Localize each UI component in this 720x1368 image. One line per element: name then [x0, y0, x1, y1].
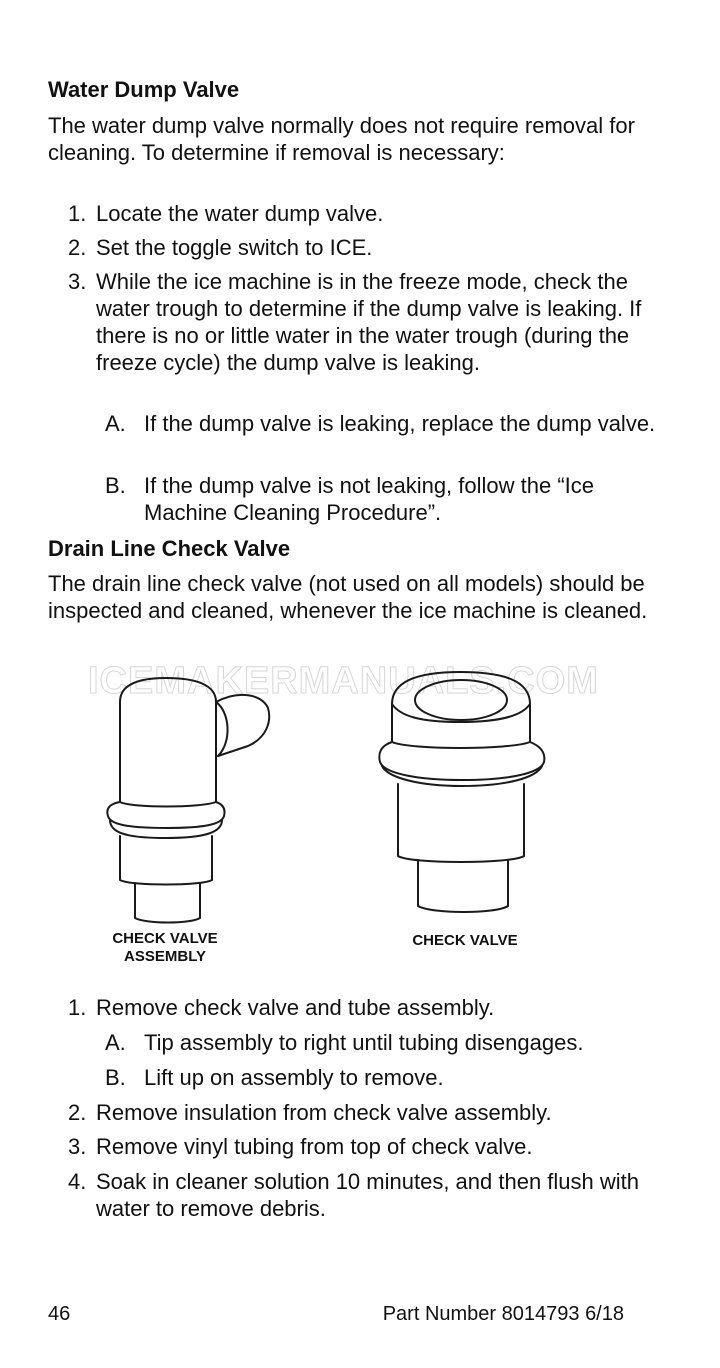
- list-item-text: If the dump valve is leaking, replace the dump valve.: [144, 411, 656, 436]
- list-marker: 3.: [68, 269, 87, 294]
- drain-line-check-valve-intro: The drain line check valve (not used on all models) should be inspected and cleaned, whenever the ice machine is cleaned.: [48, 571, 648, 623]
- list-marker: 1.: [68, 201, 87, 226]
- list-item-text: While the ice machine is in the freeze mode, check the water trough to determine if the dump valve is leaking. If there is no or little water in the water trough (during the freeze cycle) the dump valve is leaking.: [96, 269, 642, 375]
- list-item-text: Locate the water dump valve.: [96, 201, 384, 226]
- list-marker: 2.: [68, 1100, 87, 1125]
- watermark-text: ICEMAKERMANUALS.COM: [88, 660, 599, 702]
- list-item-text: Tip assembly to right until tubing disengages.: [144, 1030, 584, 1055]
- caption-check-valve: CHECK VALVE: [412, 932, 518, 949]
- page-number: 46: [48, 1303, 71, 1325]
- water-dump-valve-intro: The water dump valve normally does not require removal for cleaning. To determine if removal is necessary:: [48, 113, 635, 165]
- list-marker: B.: [105, 1065, 126, 1090]
- list-item-text: Remove check valve and tube assembly.: [96, 995, 495, 1020]
- caption-check-valve-assembly: CHECK VALVE ASSEMBLY: [112, 930, 218, 965]
- list-item-text: Lift up on assembly to remove.: [144, 1065, 444, 1090]
- list-item-text: Soak in cleaner solution 10 minutes, and then flush with water to remove debris.: [96, 1169, 639, 1221]
- heading-drain-line-check-valve: Drain Line Check Valve: [48, 536, 291, 561]
- list-marker: A.: [105, 411, 126, 436]
- list-marker: 3.: [68, 1134, 87, 1159]
- list-marker: B.: [105, 473, 126, 498]
- part-number: Part Number 8014793 6/18: [382, 1303, 624, 1325]
- list-marker: 1.: [68, 995, 87, 1020]
- list-marker: 2.: [68, 235, 87, 260]
- list-marker: 4.: [68, 1169, 87, 1194]
- list-item-text: If the dump valve is not leaking, follow the “Ice Machine Cleaning Procedure”.: [144, 473, 595, 525]
- check-valve-assembly-drawing: [107, 678, 269, 923]
- check-valve-drawing: [379, 672, 544, 912]
- list-item-text: Remove vinyl tubing from top of check valve.: [96, 1134, 533, 1159]
- list-marker: A.: [105, 1030, 126, 1055]
- heading-water-dump-valve: Water Dump Valve: [48, 77, 240, 102]
- list-item-text: Remove insulation from check valve assembly.: [96, 1100, 552, 1125]
- list-item-text: Set the toggle switch to ICE.: [96, 235, 373, 260]
